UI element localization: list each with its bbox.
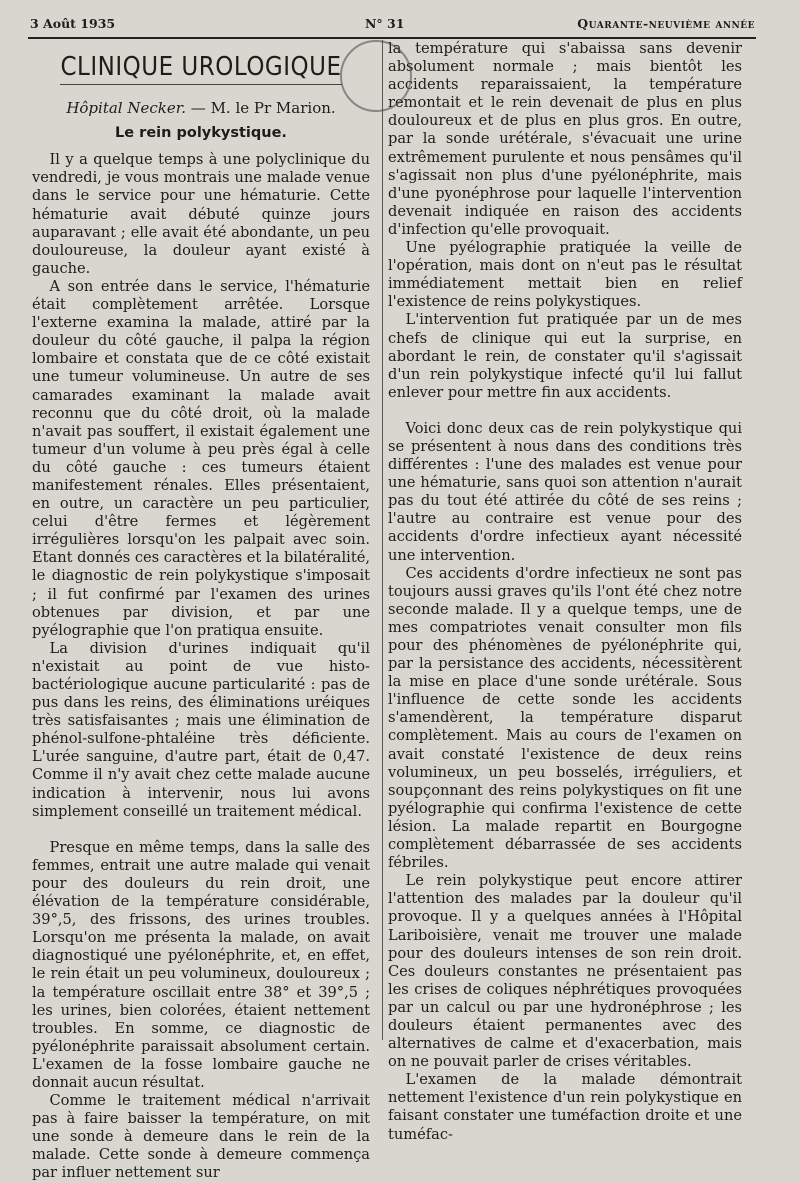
library-stamp — [340, 40, 412, 112]
paragraph: Ces accidents d'ordre infectieux ne sont pas toujours aussi graves qu'ils l'ont été chez notre seconde malade. Il y a quelque temps, une de mes compatriotes venait consulter mon fils pour des phénomènes de pyélonéphrite qui, par la persistance des accidents, nécessitèrent la mise en place d'une sonde urétérale. Sous l'influence de cette sonde les accidents s'amendèrent, la température disparut complètement. Mais au cours de l'examen on avait constaté l'existence de deux reins volumineux, un peu bosselés, irréguliers, et soupçonnant des reins polykystiques on fit une pyélographie qui confirma l'existence de cette lésion. La malade repartit en Bourgogne complètement débarrassée de ses accidents fébriles. — [388, 564, 742, 872]
issue-date: 3 Août 1935 — [30, 16, 116, 31]
paragraph: L'examen de la malade démontrait nettement l'existence d'un rein polykystique en faisant constater une tuméfaction droite et une tuméfac- — [388, 1071, 742, 1143]
paragraph: Comme le traitement médical n'arrivait pas à faire baisser la température, on mit une sonde à demeure dans le rein de la malade. Cette sonde à demeure commença par influer nettement sur — [32, 1092, 370, 1182]
paragraph: Voici donc deux cas de rein polykystique qui se présentent à nous dans des conditions très différentes : l'une des malades est venue pour une hématurie, sans quoi son attention n'aurait pas du tout été attirée du côté de ses reins ; l'autre au contraire est venue pour des accidents d'ordre infectieux ayant nécessité une intervention. — [388, 419, 742, 564]
article-title: Le rein polykystique. — [115, 125, 287, 142]
section-title: CLINIQUE UROLOGIQUE — [60, 52, 342, 82]
paragraph: Une pyélographie pratiquée la veille de l'opération, mais dont on n'eut pas le résultat immédiatement mettait bien en relief l'existence de reins polykystiques. — [388, 239, 742, 311]
paragraph: A son entrée dans le service, l'hématurie était complètement arrêtée. Lorsque l'externe examina la malade, attiré par la douleur du côté gauche, il palpa la région lombaire et constata que de ce côté existait une tumeur volumineuse. Un autre de ses camarades examinant la malade avait reconnu que du côté droit, où la malade n'avait pas souffert, il existait également une tumeur d'un volume à peu près égal à celle du côté gauche : ces tumeurs étaient manifestement rénales. Elles présentaient, en outre, un caractère un peu particulier, celui d'être fermes et légèrement irrégulières lorsqu'on les palpait avec soin. Etant donnés ces caractères et la bilatéralité, le diagnostic de rein polykystique s'imposait ; il fut confirmé par l'examen des urines obtenues par division, et par une pyélographie que l'on pratiqua ensuite. — [32, 277, 370, 639]
section-rule — [60, 84, 342, 85]
volume-year: Quarante-neuvième année — [577, 16, 755, 31]
right-column — [388, 40, 742, 1144]
left-column — [32, 40, 370, 1183]
hospital-name: Hôpital Necker. — [66, 99, 187, 118]
column-divider — [382, 40, 383, 1040]
header-rule — [28, 37, 756, 39]
running-header — [30, 14, 755, 36]
paragraph: Presque en même temps, dans la salle des femmes, entrait une autre malade qui venait pour des douleurs du rein droit, une élévation de la température considérable, 39°,5, des frissons, des urines troubles. Lorsqu'on me présenta la malade, on avait diagnostiqué une pyélonéphrite, et, en effet, le rein était un peu volumineux, douloureux ; la température oscillait entre 38° et 39°,5 ; les urines, bien colorées, étaient nettement troubles. En somme, ce diagnostic de pyélonéphrite paraissait absolument certain. L'examen de la fosse lombaire gauche ne donnait aucun résultat. — [32, 838, 370, 1091]
author-name: — M. le Pr Marion. — [186, 99, 336, 118]
paragraph: L'intervention fut pratiquée par un de mes chefs de clinique qui eut la surprise, en abordant le rein, de constater qu'il s'agissait d'un rein polykystique infecté qu'il lui fallut enlever pour mettre fin aux accidents. — [388, 311, 742, 401]
paragraph: La division d'urines indiquait qu'il n'existait au point de vue histo-bactériologique aucune particularité : pas de pus dans les reins, des éliminations uréiques très satisfaisantes ; mais une élimination de phénol-sulfone-phtaléine très déficiente. L'urée sanguine, d'autre part, était de 0,47. Comme il n'y avait chez cette malade aucune indication à intervenir, nous lui avons simplement conseillé un traitement médical. — [32, 639, 370, 820]
paragraph: Il y a quelque temps à une polyclinique du vendredi, je vous montrais une malade venue dans le service pour une hématurie. Cette hématurie avait débuté quinze jours auparavant ; elle avait été abondante, un peu douloureuse, la douleur ayant existé à gauche. — [32, 151, 370, 277]
byline — [32, 99, 370, 117]
issue-number: N° 31 — [365, 16, 405, 31]
paragraph: la température qui s'abaissa sans devenir absolument normale ; mais bientôt les accidents reparaissaient, la température remontait et le rein devenait de plus en plus douloureux et de plus en plus gros. En outre, par la sonde urétérale, s'évacuait une urine extrêmement purulente et nous pensâmes qu'il s'agissait non plus d'une pyélonéphrite, mais d'une pyonéphrose pour laquelle l'intervention devenait indiquée en raison des accidents d'infection qu'elle provoquait. — [388, 40, 742, 238]
paragraph: Le rein polykystique peut encore attirer l'attention des malades par la douleur qu'il provoque. Il y a quelques années à l'Hôpital Lariboisière, venait me trouver une malade pour des douleurs intenses de son rein droit. Ces douleurs constantes ne présentaient pas les crises de coliques néphrétiques provoquées par un calcul ou par une hydronéphrose ; les douleurs étaient permanentes avec des alternatives de calme et d'exacerbation, mais on ne pouvait parler de crises véritables. — [388, 872, 742, 1071]
